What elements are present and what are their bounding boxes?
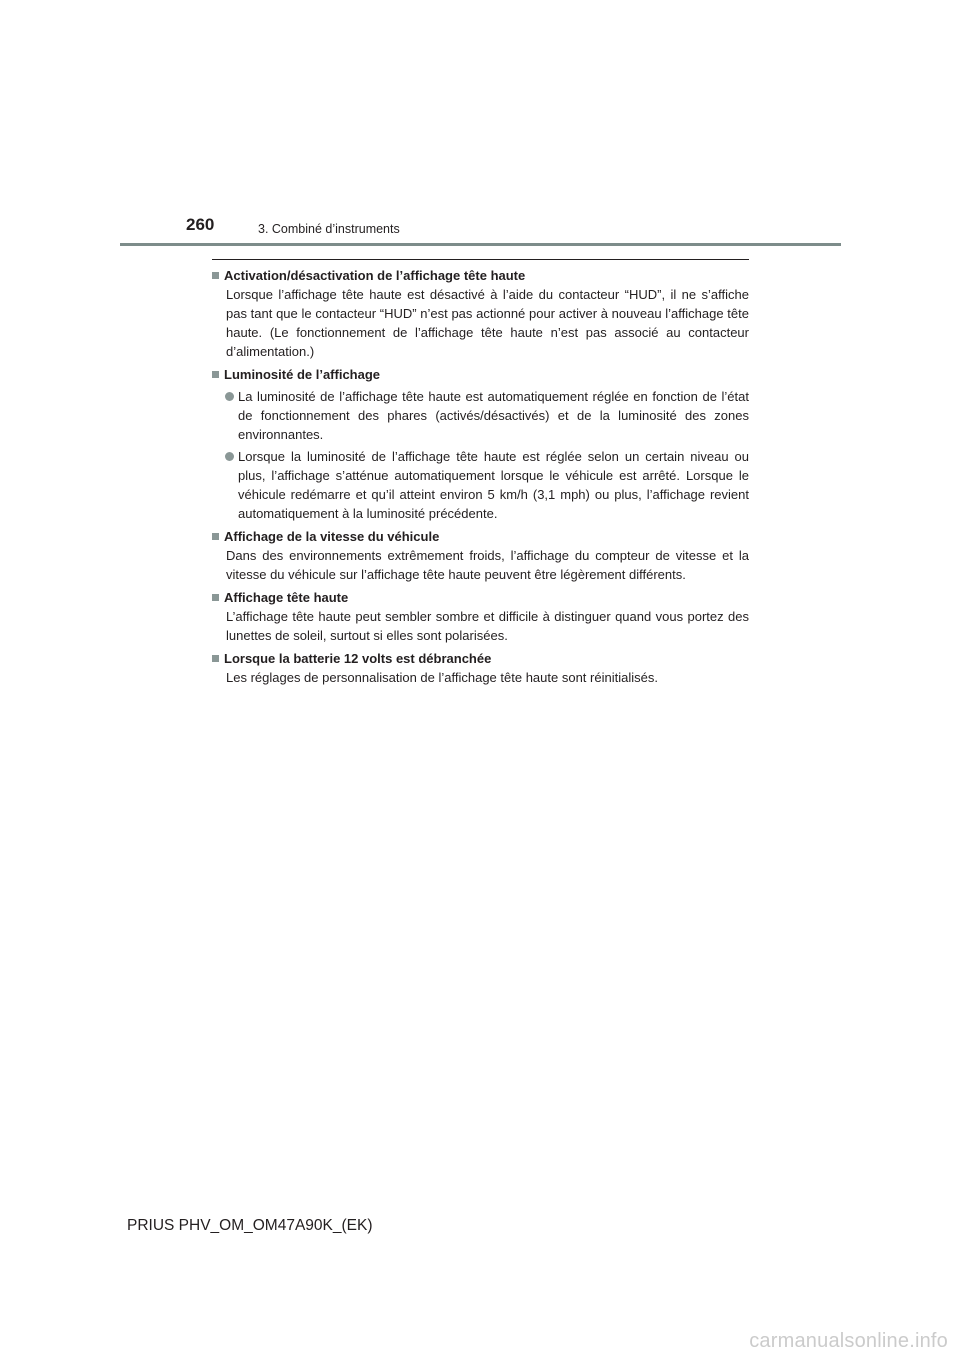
section-activation: [212, 266, 749, 361]
section-heading: [212, 649, 749, 668]
bullet-text: La luminosité de l’affichage tête haute est automatiquement réglée en fonction de l’état de fonctionnement des phares (activés/désactivés) et de la luminosité des zones environnantes.: [238, 389, 749, 442]
square-bullet-icon: [212, 371, 219, 378]
page-content: [212, 266, 749, 691]
bullet-item: [212, 387, 749, 444]
section-heading: [212, 527, 749, 546]
square-bullet-icon: [212, 594, 219, 601]
content-top-divider: [212, 259, 749, 260]
section-heading: [212, 266, 749, 285]
section-hud: [212, 588, 749, 645]
section-luminosity: [212, 365, 749, 523]
header-divider: [120, 243, 841, 246]
section-paragraph: Les réglages de personnalisation de l’affichage tête haute sont réinitialisés.: [226, 670, 658, 685]
section-heading-text: Luminosité de l’affichage: [224, 367, 381, 382]
square-bullet-icon: [212, 272, 219, 279]
section-heading: [212, 365, 749, 384]
section-heading-text: Affichage de la vitesse du véhicule: [224, 529, 440, 544]
round-bullet-icon: [225, 452, 234, 461]
chapter-title: 3. Combiné d’instruments: [258, 222, 400, 236]
section-paragraph: L’affichage tête haute peut sembler sombre et difficile à distinguer quand vous portez des lunettes de soleil, surtout si elles sont polarisées.: [226, 609, 749, 643]
page-number: 260: [186, 215, 215, 234]
watermark: carmanualsonline.info: [749, 1330, 948, 1352]
document-code: PRIUS PHV_OM_OM47A90K_(EK): [127, 1217, 373, 1234]
section-heading-text: Lorsque la batterie 12 volts est débranchée: [224, 651, 492, 666]
section-heading: [212, 588, 749, 607]
section-vehicle-speed: [212, 527, 749, 584]
bullet-item: [212, 447, 749, 523]
section-paragraph: Lorsque l’affichage tête haute est désactivé à l’aide du contacteur “HUD”, il ne s’affiche pas tant que le contacteur “HUD” n’est pas actionné pour activer à nouveau l’affichage tête haute. (Le fonctionnement de l’affichage tête haute n’est pas associé au contacteur d’alimentation.): [226, 287, 749, 359]
square-bullet-icon: [212, 655, 219, 662]
section-heading-text: Activation/désactivation de l’affichage tête haute: [224, 268, 526, 283]
square-bullet-icon: [212, 533, 219, 540]
round-bullet-icon: [225, 392, 234, 401]
section-paragraph: Dans des environnements extrêmement froids, l’affichage du compteur de vitesse et la vitesse du véhicule sur l’affichage tête haute peuvent être légèrement différents.: [226, 548, 749, 582]
bullet-text: Lorsque la luminosité de l’affichage tête haute est réglée selon un certain niveau ou plus, l’affichage s’atténue automatiquement lorsque le véhicule est arrêté. Lorsque le véhicule redémarre et qu’il atteint environ 5 km/h (3,1 mph) ou plus, l’affichage revient automatiquement à la luminosité précédente.: [238, 449, 749, 521]
section-battery: [212, 649, 749, 687]
section-heading-text: Affichage tête haute: [224, 590, 349, 605]
